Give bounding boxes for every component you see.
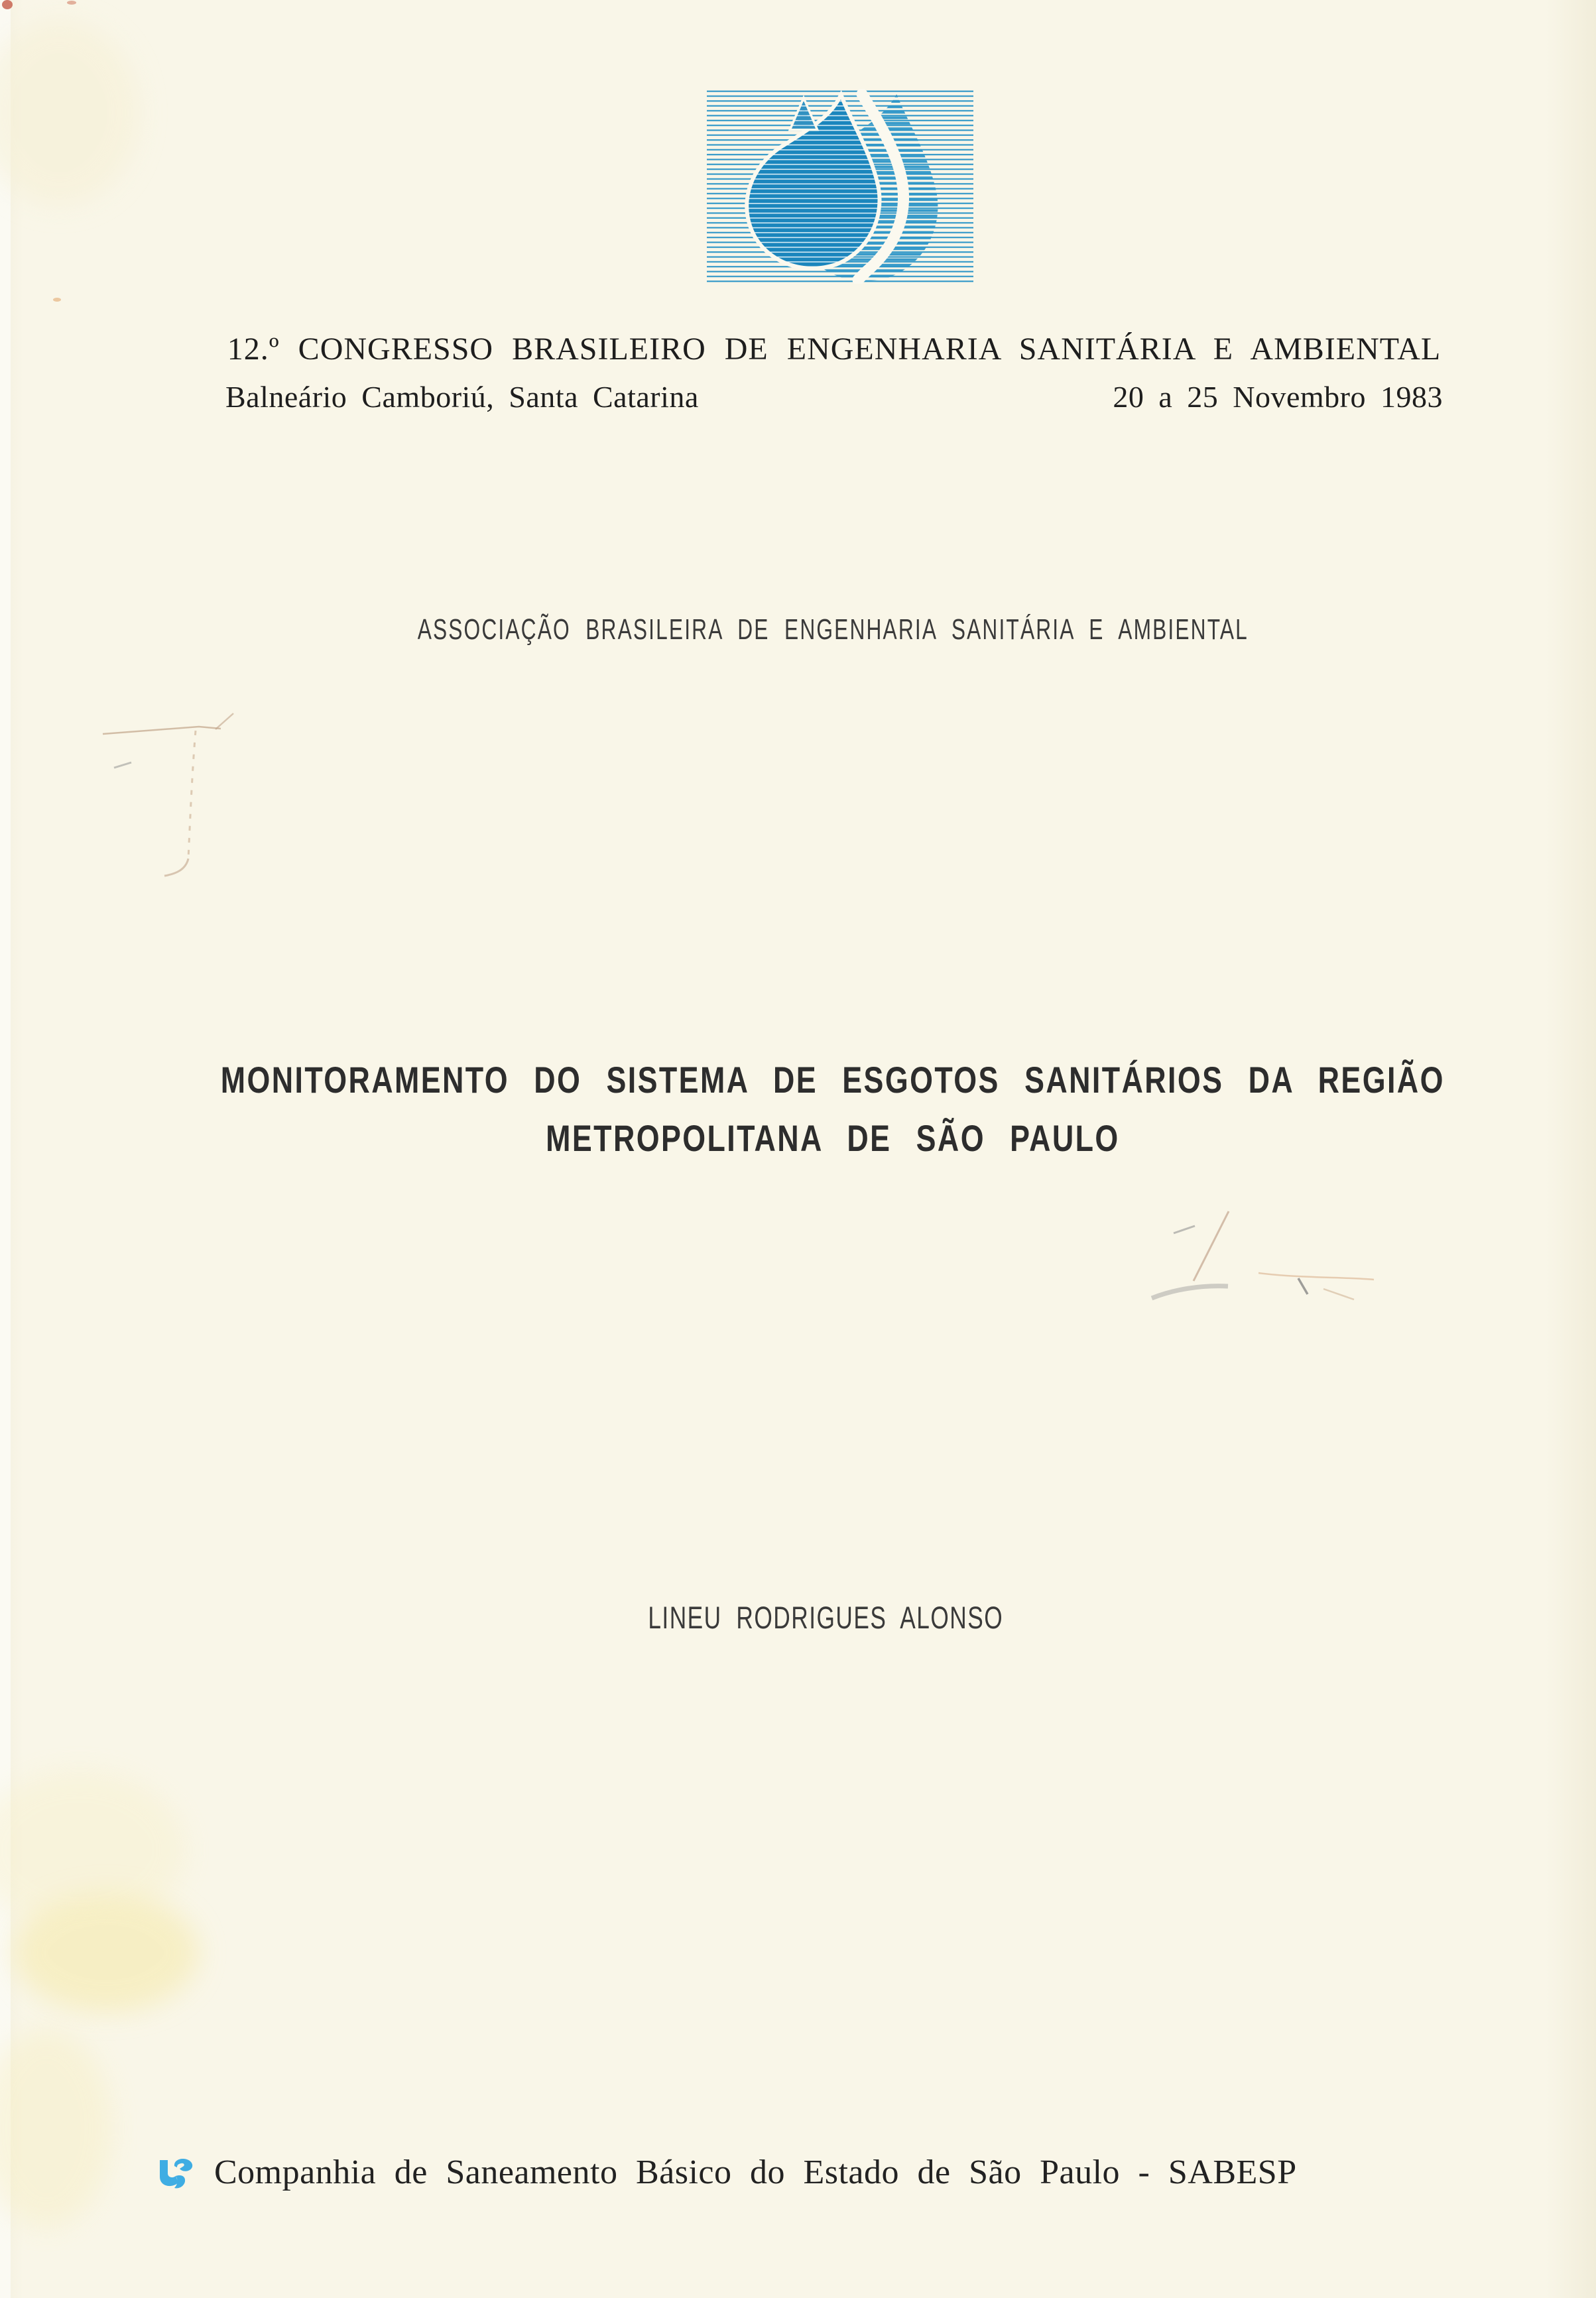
- abes-water-drop-logo: [707, 89, 973, 284]
- orange-dot: [53, 298, 61, 302]
- event-location: Balneário Camboriú, Santa Catarina: [225, 380, 699, 414]
- footer: [154, 2153, 1481, 2192]
- paper-title-line2: METROPOLITANA DE SÃO PAULO: [545, 1117, 1120, 1159]
- red-corner-mark: [2, 0, 13, 9]
- header: [225, 332, 1443, 367]
- header-subline: [225, 379, 1443, 414]
- stain-left-footer: [0, 2029, 113, 2228]
- event-dates: 20 a 25 Novembro 1983: [1113, 380, 1443, 414]
- paper-title-line1: MONITORAMENTO DO SISTEMA DE ESGOTOS SANITÁRIOS DA REGIÃO: [220, 1059, 1445, 1101]
- pencil-scribble-right: [1152, 1211, 1374, 1300]
- association-name: ASSOCIAÇÃO BRASILEIRA DE ENGENHARIA SANITÁRIA E AMBIENTAL: [417, 613, 1249, 646]
- stain-bottom-left-2: [0, 1770, 186, 1929]
- author-name: LINEU RODRIGUES ALONSO: [648, 1600, 1004, 1635]
- congress-title: 12.º CONGRESSO BRASILEIRO DE ENGENHARIA SANITÁRIA E AMBIENTAL: [227, 332, 1442, 367]
- stain-bottom-left: [13, 1893, 199, 2012]
- red-top-dot: [67, 1, 76, 5]
- company-name: Companhia de Saneamento Básico do Estado de São Paulo - SABESP: [214, 2153, 1297, 2191]
- sabesp-mark-s: [174, 2159, 192, 2171]
- association-line: [0, 613, 1596, 646]
- pencil-scribble-left: [103, 713, 233, 876]
- sabesp-logo-icon: [154, 2157, 197, 2191]
- paper-title-line2-wrap: [0, 1117, 1596, 1160]
- paper-title-line1-wrap: [0, 1058, 1596, 1101]
- author-line: [0, 1599, 1596, 1636]
- stain-top-left: [0, 20, 139, 206]
